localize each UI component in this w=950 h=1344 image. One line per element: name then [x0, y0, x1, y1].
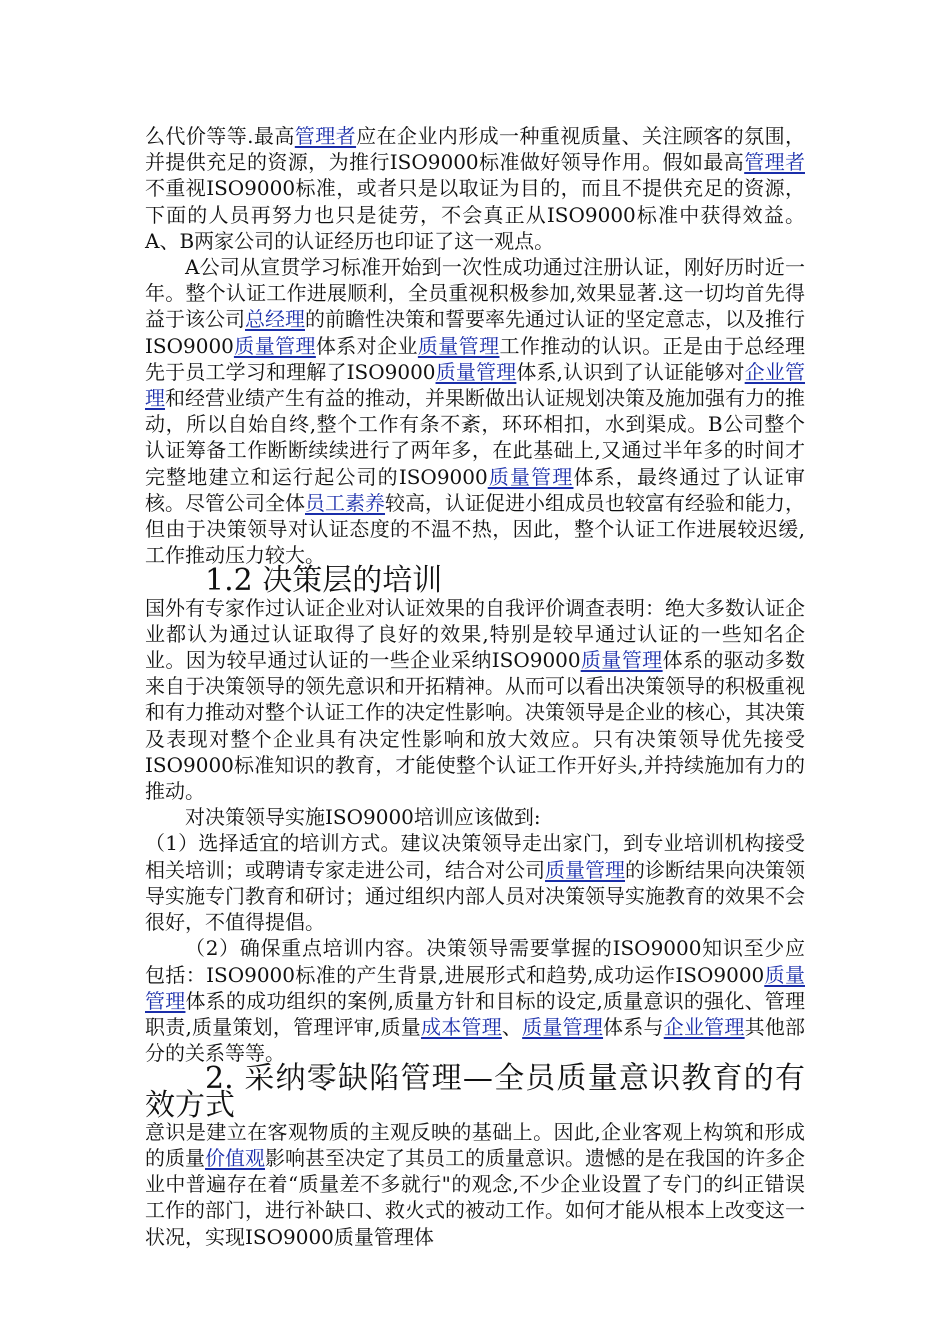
keyword-link[interactable]: 质量管理: [522, 1014, 604, 1039]
text-run: 影响甚至决定了其员工的质量意识。遗憾的是在我国的许多企业中普遍存在着“质量差不多就行"的观念,不少企业设置了专门的纠正错误工作的部门，进行补缺口、救火式的被动工作。如何才能从根本上改变这一状况，实现ISO9000质量管理体: [145, 1145, 805, 1249]
text-run: 对决策领导实施ISO9000培训应该做到:: [185, 805, 541, 830]
text-run: （2）确保重点培训内容。决策领导需要掌握的ISO9000知识至少应包括：ISO9000标准的产生背景,进展形式和趋势,成功运作ISO9000: [145, 936, 805, 987]
text-run: 和经营业绩产生有益的推动，并果断做出认证规划决策及施加强有力的推动，所以自始自终,整个工作有条不紊，环环相扣，水到渠成。B公司整个认证筹备工作断断续续进行了两年多，在此基础上,又通过半年多的时间才完整地建立和运行起公司的ISO9000: [145, 386, 805, 489]
text-run: 应在企业内形成一种重视质量、关注顾客的氛围，并提供充足的资源，为推行ISO9000标准做好领导作用。假如最高: [145, 124, 806, 175]
text-run: 体系对企业: [315, 333, 418, 358]
keyword-link[interactable]: 质量管理: [487, 464, 574, 489]
body-paragraph: [145, 804, 805, 830]
body-paragraph: [145, 1119, 805, 1250]
keyword-link[interactable]: 成本管理: [421, 1014, 502, 1039]
text-run: A公司从宣贯学习标准开始到一次性成功通过注册认证，刚好历时近一年。整个认证工作进展顺利，全员重视积极参加,效果显著.这一切均首先得益于该公司: [145, 255, 805, 332]
text-run: 不重视ISO9000标准，或者只是以取证为目的，而且不提供充足的资源，下面的人员再努力也只是徒劳，不会真正从ISO9000标准中获得效益。A、B两家公司的认证经历也印证了这一观点。: [145, 176, 805, 253]
document-page: [145, 123, 805, 1250]
text-run: 2. 采纳零缺陷管理—全员质量意识教育的有效方式: [145, 1061, 805, 1123]
keyword-link[interactable]: 质量管理: [145, 962, 805, 1013]
text-run: 的诊断结果向决策领导实施专门教育和研讨；通过组织内部人员对决策领导实施教育的效果不会很好，不值得提倡。: [145, 857, 805, 935]
body-paragraph: [145, 935, 805, 1066]
body-paragraph: [145, 123, 805, 254]
text-run: 较高，认证促进小组成员也较富有经验和能力，但由于决策领导对认证态度的不温不热，因此，整个认证工作进展较迟缓,工作推动压力较大。: [145, 490, 805, 568]
body-paragraph: [145, 254, 805, 568]
keyword-link[interactable]: 管理者: [294, 124, 357, 148]
section-heading: [145, 563, 805, 599]
body-paragraph: [145, 830, 805, 935]
text-run: （1）选择适宜的培训方式。建议决策领导走出家门，到专业培训机构接受相关培训；或聘请专家走进公司，结合对公司: [145, 831, 805, 882]
text-run: 体系的驱动多数来自于决策领导的领先意识和开拓精神。从而可以看出决策领导的积极重视和有力推动对整个认证工作的决定性影响。决策领导是企业的核心，其决策及表现对整个企业具有决定性影响和放大效应。只有决策领导优先接受ISO9000标准知识的教育，才能使整个认证工作开好头,并持续施加有力的推动。: [145, 648, 806, 804]
text-run: 体系，最终通过了认证审核。尽管公司全体: [145, 464, 806, 515]
keyword-link[interactable]: 企业管理: [663, 1014, 745, 1039]
section-heading: [145, 1061, 805, 1123]
keyword-link[interactable]: 质量管理: [545, 857, 625, 882]
keyword-link[interactable]: 质量管理: [233, 333, 316, 358]
keyword-link[interactable]: 总经理: [245, 307, 305, 332]
text-run: 意识是建立在客观物质的主观反映的基础上。因此,企业客观上构筑和形成的质量: [145, 1119, 805, 1170]
keyword-link[interactable]: 质量管理: [435, 359, 517, 384]
text-run: 体系的成功组织的案例,质量方针和目标的设定,质量意识的强化、管理职责,质量策划，管理评审,质量: [145, 988, 806, 1039]
text-run: 、: [501, 1014, 523, 1039]
keyword-link[interactable]: 员工素养: [305, 490, 385, 515]
text-run: 么代价等等.最高: [145, 124, 295, 148]
text-run: 体系,认识到了认证能够对: [516, 359, 745, 384]
text-run: 体系与: [603, 1014, 664, 1039]
keyword-link[interactable]: 管理者: [744, 150, 805, 175]
body-paragraph: [145, 595, 805, 805]
keyword-link[interactable]: 质量管理: [417, 333, 500, 358]
keyword-link[interactable]: 质量管理: [580, 648, 663, 673]
text-run: 国外有专家作过认证企业对认证效果的自我评价调查表明：绝大多数认证企业都认为通过认证取得了良好的效果,特别是较早通过认证的一些知名企业。因为较早通过认证的一些企业采纳ISO9000: [145, 595, 805, 673]
text-run: 其他部分的关系等等。: [145, 1014, 806, 1066]
text-run: 工作推动的认识。正是由于总经理先于员工学习和理解了ISO9000: [145, 333, 806, 384]
keyword-link[interactable]: 价值观: [205, 1145, 265, 1170]
keyword-link[interactable]: 企业管理: [145, 359, 806, 411]
text-run: 的前瞻性决策和誓要率先通过认证的坚定意志，以及推行ISO9000: [145, 307, 805, 358]
text-run: 1.2 决策层的培训: [205, 563, 443, 599]
